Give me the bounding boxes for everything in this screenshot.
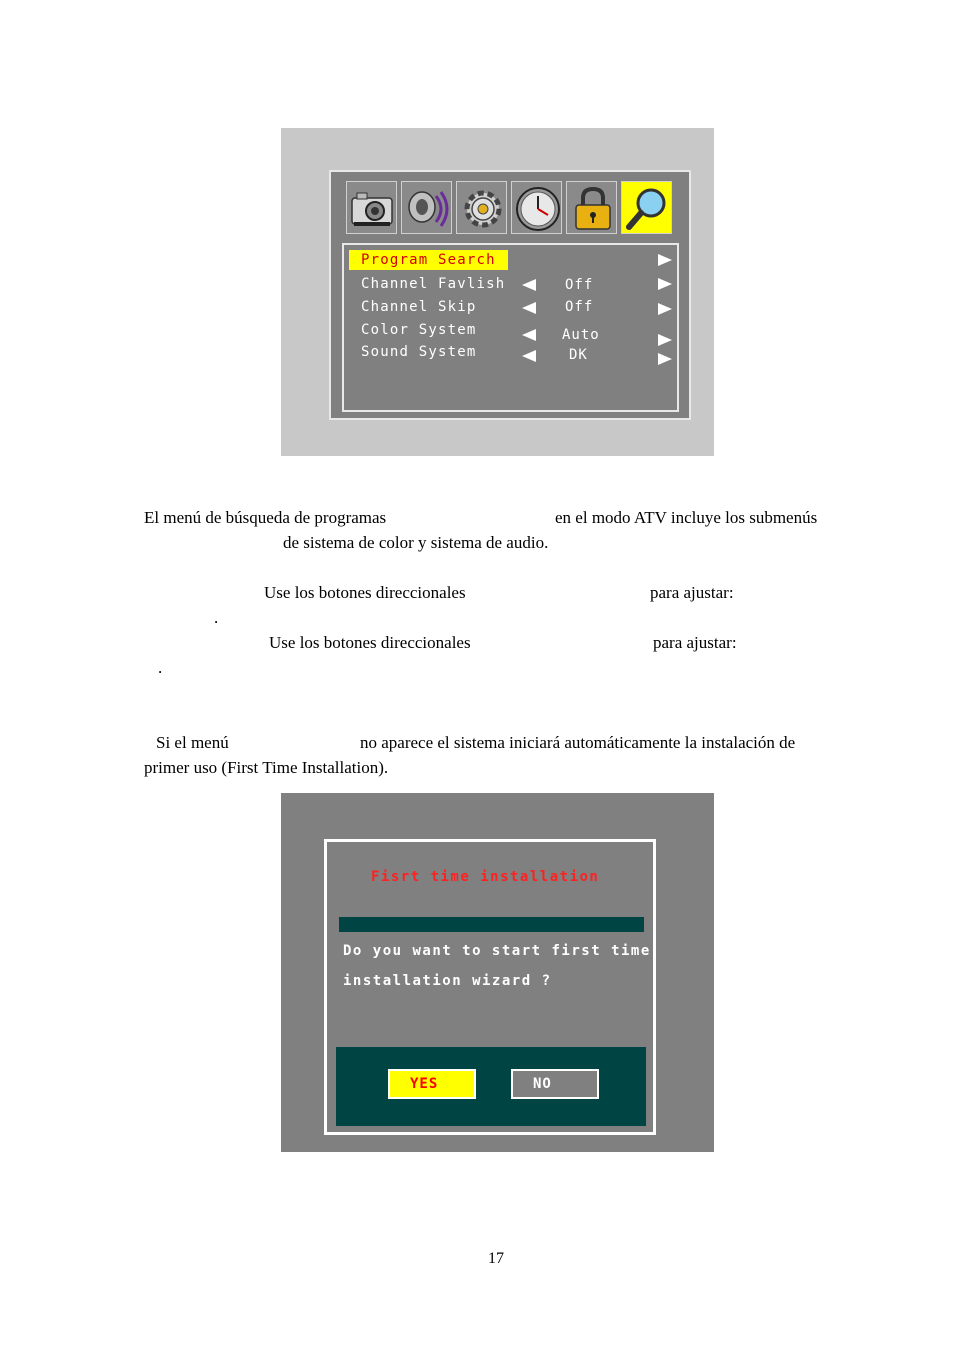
channel-menu-list bbox=[342, 243, 679, 412]
arrow-left-icon[interactable] bbox=[522, 329, 536, 341]
paragraph-2-dot: . bbox=[214, 608, 219, 627]
page-number: 17 bbox=[488, 1250, 504, 1267]
arrow-left-icon[interactable] bbox=[522, 350, 536, 362]
gear-icon bbox=[457, 182, 508, 235]
clock-icon bbox=[512, 182, 563, 235]
paragraph-4-end: no aparece el sistema iniciará automáticamente la instalación de bbox=[360, 733, 796, 752]
menu-item-color-system[interactable]: Color System bbox=[361, 322, 477, 338]
no-button[interactable]: NO bbox=[511, 1069, 599, 1099]
paragraph-2-start: Use los botones direccionales bbox=[264, 583, 466, 602]
arrow-right-icon[interactable] bbox=[658, 303, 672, 315]
menu-value-color-system: Auto bbox=[562, 327, 600, 343]
paragraph-1-end: en el modo ATV incluye los submenús bbox=[555, 508, 818, 527]
tab-picture[interactable] bbox=[346, 181, 397, 234]
arrow-left-icon[interactable] bbox=[522, 279, 536, 291]
osd-first-time-installation-screenshot bbox=[281, 793, 714, 1152]
lock-icon bbox=[567, 182, 618, 235]
arrow-left-icon[interactable] bbox=[522, 302, 536, 314]
menu-value-channel-skip: Off bbox=[565, 299, 594, 315]
osd-menu-panel bbox=[329, 170, 691, 420]
dialog-title: Fisrt time installation bbox=[371, 869, 600, 885]
tab-sound[interactable] bbox=[401, 181, 452, 234]
tab-channel-search[interactable] bbox=[621, 181, 672, 234]
search-icon bbox=[622, 182, 673, 235]
arrow-right-icon[interactable] bbox=[658, 254, 672, 266]
menu-value-sound-system: DK bbox=[569, 347, 588, 363]
dialog-question-line-2: installation wizard ? bbox=[343, 973, 552, 989]
paragraph-4-start: Si el menú bbox=[156, 733, 229, 752]
paragraph-3-end: para ajustar: bbox=[653, 633, 737, 652]
arrow-right-icon[interactable] bbox=[658, 334, 672, 346]
paragraph-3-dot: . bbox=[158, 658, 163, 677]
yes-button[interactable]: YES bbox=[388, 1069, 476, 1099]
menu-item-channel-skip[interactable]: Channel Skip bbox=[361, 299, 477, 315]
paragraph-2-end: para ajustar: bbox=[650, 583, 734, 602]
first-time-installation-dialog bbox=[324, 839, 656, 1135]
paragraph-4-line-2: primer uso (First Time Installation). bbox=[144, 758, 389, 777]
dialog-divider-bar bbox=[339, 917, 644, 932]
tab-time[interactable] bbox=[511, 181, 562, 234]
osd-program-search-screenshot bbox=[281, 128, 714, 456]
dialog-button-area bbox=[336, 1047, 646, 1126]
tab-lock[interactable] bbox=[566, 181, 617, 234]
tab-setup[interactable] bbox=[456, 181, 507, 234]
menu-item-sound-system[interactable]: Sound System bbox=[361, 344, 477, 360]
menu-value-channel-favlish: Off bbox=[565, 277, 594, 293]
arrow-right-icon[interactable] bbox=[658, 278, 672, 290]
arrow-right-icon[interactable] bbox=[658, 353, 672, 365]
speaker-icon bbox=[402, 182, 453, 235]
paragraph-1-start: El menú de búsqueda de programas bbox=[144, 508, 387, 527]
menu-item-program-search[interactable]: Program Search bbox=[349, 250, 508, 270]
menu-item-channel-favlish[interactable]: Channel Favlish bbox=[361, 276, 506, 292]
camera-icon bbox=[347, 182, 398, 235]
paragraph-3-start: Use los botones direccionales bbox=[269, 633, 471, 652]
paragraph-1-line-2: de sistema de color y sistema de audio. bbox=[283, 533, 549, 552]
dialog-question-line-1: Do you want to start first time bbox=[343, 943, 651, 959]
